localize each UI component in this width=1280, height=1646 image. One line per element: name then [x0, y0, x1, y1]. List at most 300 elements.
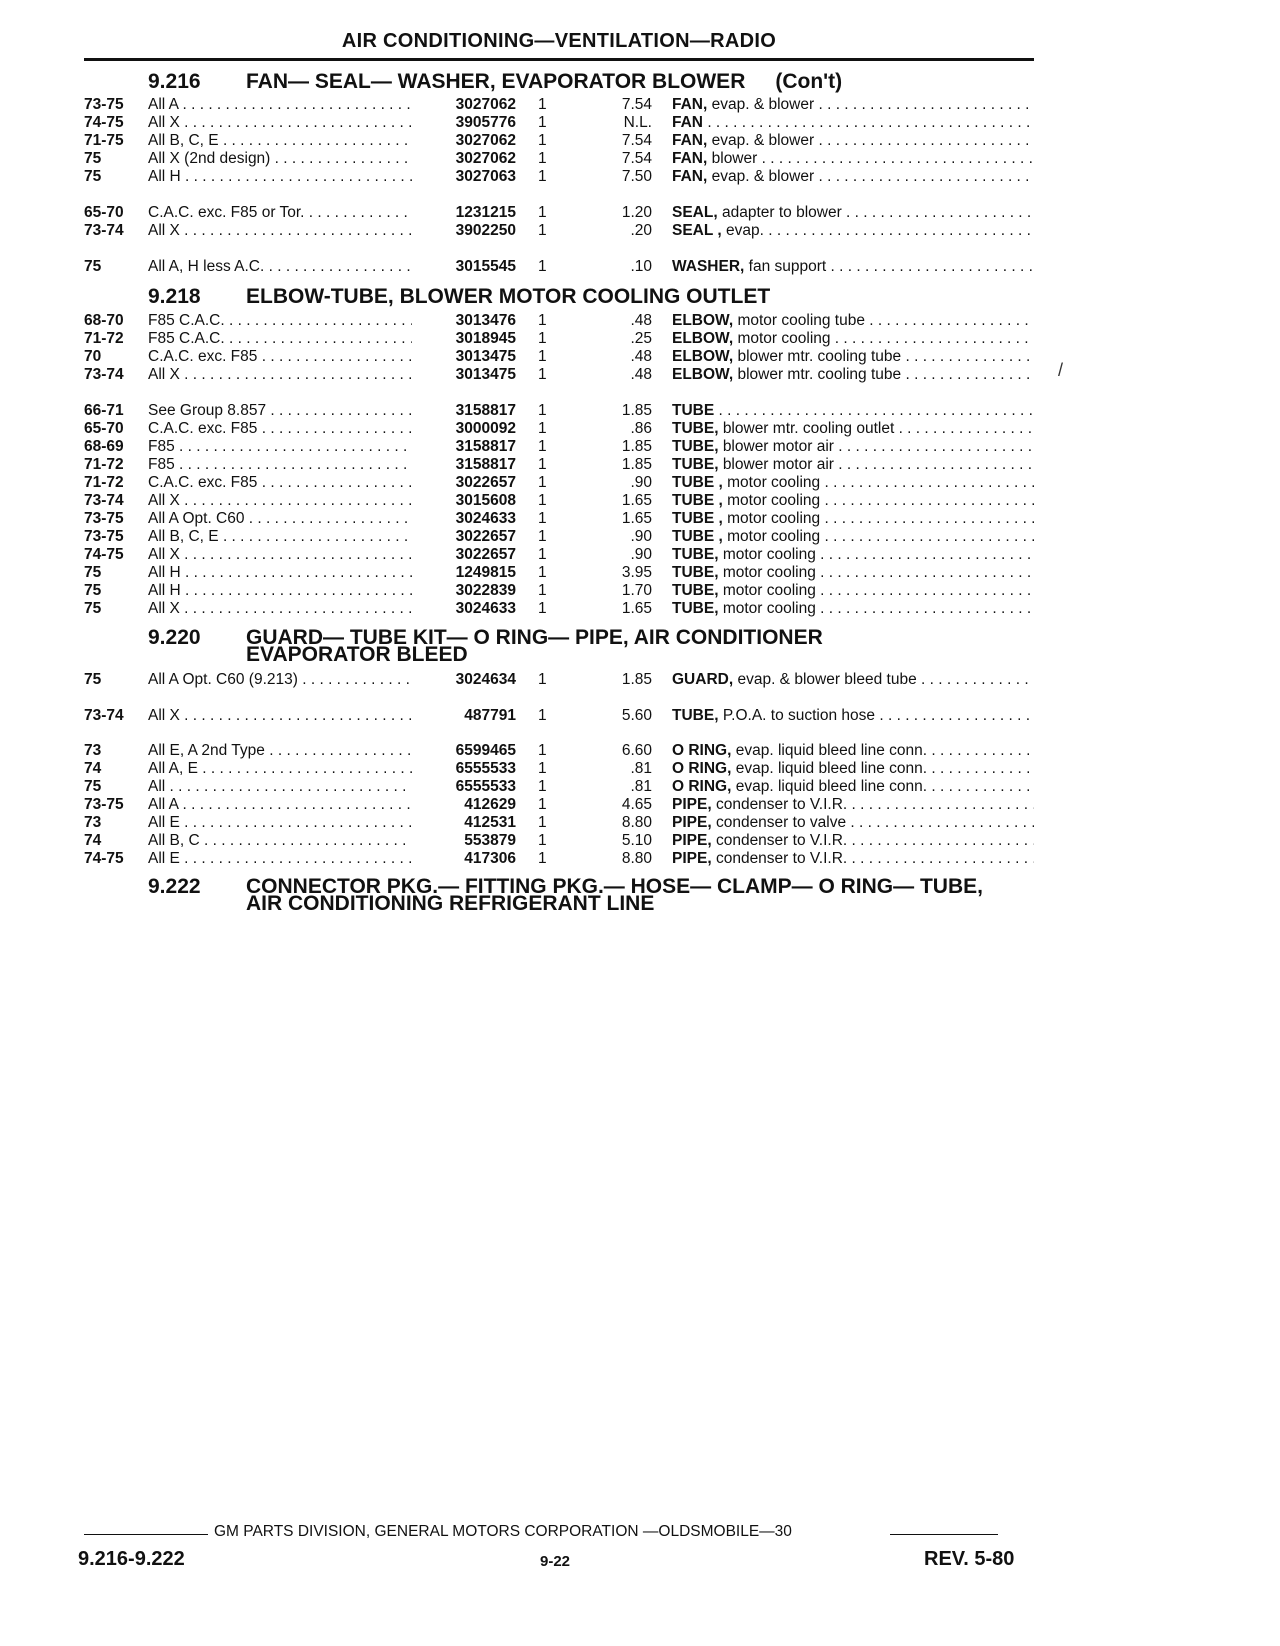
model-years: 73 — [84, 742, 102, 759]
application: All X (2nd design) . . . — [148, 150, 412, 168]
part-description — [672, 707, 1034, 725]
part-row — [0, 150, 1280, 168]
quantity: 1 — [538, 222, 547, 239]
section-title-line2: AIR CONDITIONING REFRIGERANT LINE — [246, 892, 655, 915]
application: All . . . — [148, 778, 412, 796]
part-description — [672, 564, 1034, 582]
part-number: 412629 — [464, 796, 516, 813]
part-number: 3022657 — [455, 546, 516, 563]
application: All X . . . — [148, 222, 412, 240]
quantity: 1 — [538, 814, 547, 831]
part-detail: motor cooling — [727, 492, 821, 509]
list-price: 1.70 — [621, 582, 652, 599]
part-detail: evap. & blower — [711, 96, 815, 113]
list-price: 1.85 — [621, 438, 652, 455]
model-years: 73-74 — [84, 707, 124, 724]
list-price: .90 — [630, 474, 652, 491]
part-name: TUBE, — [672, 707, 719, 724]
part-name: FAN, — [672, 168, 708, 185]
part-name: TUBE, — [672, 582, 719, 599]
part-description — [672, 492, 1034, 510]
part-description — [672, 510, 1034, 528]
part-name: TUBE — [672, 402, 715, 419]
part-detail: blower mtr. cooling outlet — [722, 420, 895, 437]
pencil-tick-mark: / — [1058, 360, 1064, 380]
list-price: 1.65 — [621, 492, 652, 509]
part-name: TUBE, — [672, 420, 719, 437]
part-row — [0, 814, 1280, 832]
application: C.A.C. exc. F85 . . . — [148, 474, 412, 492]
model-years: 73-74 — [84, 222, 124, 239]
part-description — [672, 204, 1034, 222]
quantity: 1 — [538, 546, 547, 563]
part-detail: motor cooling — [722, 582, 816, 599]
section-title: ELBOW-TUBE, BLOWER MOTOR COOLING OUTLET — [246, 285, 771, 308]
part-description — [672, 474, 1034, 492]
quantity: 1 — [538, 850, 547, 867]
part-row — [0, 474, 1280, 492]
part-description — [672, 600, 1034, 618]
list-price: 7.54 — [621, 150, 652, 167]
list-price: 1.85 — [621, 456, 652, 473]
part-name: TUBE , — [672, 510, 723, 527]
quantity: 1 — [538, 528, 547, 545]
part-row — [0, 402, 1280, 420]
list-price: 7.54 — [621, 96, 652, 113]
part-number: 3027062 — [455, 150, 516, 167]
application: All X . . . — [148, 366, 412, 384]
model-years: 73-74 — [84, 366, 124, 383]
model-years: 74 — [84, 832, 102, 849]
section-number: 9.216 — [148, 70, 201, 93]
part-name: GUARD, — [672, 671, 734, 688]
part-row — [0, 492, 1280, 510]
part-row — [0, 258, 1280, 276]
part-detail: condenser to valve — [715, 814, 847, 831]
part-row — [0, 96, 1280, 114]
quantity: 1 — [538, 796, 547, 813]
part-name: FAN, — [672, 132, 708, 149]
quantity: 1 — [538, 456, 547, 473]
part-name: ELBOW, — [672, 330, 734, 347]
part-detail: blower motor air — [722, 456, 834, 473]
part-detail: evap. liquid bleed line conn. — [735, 742, 928, 759]
quantity: 1 — [538, 204, 547, 221]
list-price: .10 — [630, 258, 652, 275]
part-row — [0, 546, 1280, 564]
part-row — [0, 832, 1280, 850]
part-row — [0, 760, 1280, 778]
list-price: 6.60 — [621, 742, 652, 759]
part-detail: P.O.A. to suction hose — [722, 707, 876, 724]
part-number: 3027062 — [455, 96, 516, 113]
section-number: 9.222 — [148, 875, 201, 898]
part-row — [0, 671, 1280, 689]
quantity: 1 — [538, 778, 547, 795]
part-name: TUBE , — [672, 492, 723, 509]
model-years: 75 — [84, 168, 102, 185]
part-name: ELBOW, — [672, 348, 734, 365]
part-name: TUBE, — [672, 564, 719, 581]
part-detail: motor cooling — [727, 474, 821, 491]
quantity: 1 — [538, 742, 547, 759]
quantity: 1 — [538, 760, 547, 777]
list-price: .86 — [630, 420, 652, 437]
part-name: SEAL , — [672, 222, 722, 239]
part-number: 3000092 — [455, 420, 516, 437]
part-number: 3013475 — [455, 366, 516, 383]
part-number: 487791 — [464, 707, 516, 724]
part-detail: fan support — [748, 258, 827, 275]
part-number: 3902250 — [455, 222, 516, 239]
model-years: 73-75 — [84, 96, 124, 113]
application: F85 C.A.C. . . . — [148, 330, 412, 348]
part-row — [0, 707, 1280, 725]
list-price: 8.80 — [621, 814, 652, 831]
quantity: 1 — [538, 832, 547, 849]
application: All E . . . — [148, 850, 412, 868]
part-name: FAN, — [672, 96, 708, 113]
part-description — [672, 438, 1034, 456]
list-price: .48 — [630, 348, 652, 365]
part-number: 3015608 — [455, 492, 516, 509]
model-years: 75 — [84, 671, 102, 688]
part-detail: evap. & blower — [711, 168, 815, 185]
part-detail: adapter to blower — [721, 204, 842, 221]
part-number: 3018945 — [455, 330, 516, 347]
application: F85 C.A.C. . . . — [148, 312, 412, 330]
part-number: 1231215 — [455, 204, 516, 221]
list-price: 8.80 — [621, 850, 652, 867]
model-years: 75 — [84, 778, 102, 795]
part-row — [0, 796, 1280, 814]
application: All A . . . — [148, 96, 412, 114]
part-row — [0, 778, 1280, 796]
part-row — [0, 528, 1280, 546]
list-price: .25 — [630, 330, 652, 347]
part-description — [672, 742, 1034, 760]
part-detail: blower — [711, 150, 758, 167]
part-detail: motor cooling — [737, 330, 831, 347]
part-number: 3158817 — [455, 456, 516, 473]
part-description — [672, 330, 1034, 348]
part-description — [672, 850, 1034, 868]
part-number: 3013476 — [455, 312, 516, 329]
header-rule — [84, 58, 1034, 61]
part-row — [0, 456, 1280, 474]
model-years: 73-74 — [84, 492, 124, 509]
part-row — [0, 348, 1280, 366]
part-description — [672, 132, 1034, 150]
model-years: 65-70 — [84, 420, 124, 437]
part-description — [672, 366, 1034, 384]
application: All X . . . — [148, 492, 412, 510]
quantity: 1 — [538, 150, 547, 167]
application: All X . . . — [148, 114, 412, 132]
section-title-line2: EVAPORATOR BLEED — [246, 643, 468, 666]
part-number: 417306 — [464, 850, 516, 867]
model-years: 68-70 — [84, 312, 124, 329]
part-description — [672, 456, 1034, 474]
part-row — [0, 582, 1280, 600]
part-number: 553879 — [464, 832, 516, 849]
part-row — [0, 510, 1280, 528]
model-years: 74-75 — [84, 546, 124, 563]
section-title: FAN— SEAL— WASHER, EVAPORATOR BLOWER (Con't) — [246, 70, 843, 93]
part-name: PIPE, — [672, 796, 712, 813]
model-years: 74-75 — [84, 850, 124, 867]
model-years: 68-69 — [84, 438, 124, 455]
part-number: 3158817 — [455, 438, 516, 455]
part-name: PIPE, — [672, 814, 712, 831]
list-price: .90 — [630, 528, 652, 545]
list-price: .81 — [630, 760, 652, 777]
section-number: 9.220 — [148, 626, 201, 649]
application: C.A.C. exc. F85 . . . — [148, 420, 412, 438]
page-header: AIR CONDITIONING—VENTILATION—RADIO — [341, 30, 777, 52]
list-price: 7.50 — [621, 168, 652, 185]
quantity: 1 — [538, 707, 547, 724]
section-title-line1: GUARD— TUBE KIT— O RING— PIPE, AIR CONDITIONER — [246, 626, 823, 649]
part-row — [0, 420, 1280, 438]
quantity: 1 — [538, 132, 547, 149]
quantity: 1 — [538, 564, 547, 581]
model-years: 75 — [84, 582, 102, 599]
list-price: .48 — [630, 366, 652, 383]
quantity: 1 — [538, 671, 547, 688]
model-years: 73-75 — [84, 796, 124, 813]
part-detail: evap. & blower bleed tube — [737, 671, 917, 688]
application: F85 . . . — [148, 456, 412, 474]
application: All A Opt. C60 . . . — [148, 510, 412, 528]
part-detail: evap. liquid bleed line conn. — [735, 760, 928, 777]
part-detail: blower motor air — [722, 438, 834, 455]
part-description — [672, 832, 1034, 850]
part-name: O RING, — [672, 778, 732, 795]
application: All X . . . — [148, 707, 412, 725]
part-detail: motor cooling — [727, 528, 821, 545]
footer-division: GM PARTS DIVISION, GENERAL MOTORS CORPORATION —OLDSMOBILE—30 — [214, 1523, 792, 1540]
part-number: 6599465 — [455, 742, 516, 759]
part-description — [672, 671, 1034, 689]
list-price: 7.54 — [621, 132, 652, 149]
part-description — [672, 778, 1034, 796]
part-name: TUBE , — [672, 474, 723, 491]
part-detail: condenser to V.I.R. — [715, 832, 848, 849]
application: All H . . . — [148, 582, 412, 600]
footer-rule-right — [890, 1534, 998, 1535]
application: All B, C . . . — [148, 832, 412, 850]
application: All E . . . — [148, 814, 412, 832]
quantity: 1 — [538, 420, 547, 437]
model-years: 75 — [84, 150, 102, 167]
part-number: 3024634 — [455, 671, 516, 688]
part-description — [672, 582, 1034, 600]
part-description — [672, 402, 1034, 420]
part-detail: motor cooling — [722, 600, 816, 617]
quantity: 1 — [538, 348, 547, 365]
part-row — [0, 222, 1280, 240]
list-price: .20 — [630, 222, 652, 239]
part-detail: evap. liquid bleed line conn. — [735, 778, 928, 795]
part-description — [672, 114, 1034, 132]
model-years: 74 — [84, 760, 102, 777]
part-detail: blower mtr. cooling tube — [737, 348, 902, 365]
list-price: .90 — [630, 546, 652, 563]
part-name: PIPE, — [672, 832, 712, 849]
model-years: 70 — [84, 348, 102, 365]
quantity: 1 — [538, 96, 547, 113]
part-detail: evap. & blower — [711, 132, 815, 149]
list-price: 1.65 — [621, 600, 652, 617]
footer-rule-left — [84, 1534, 208, 1535]
footer-page-number: 9-22 — [540, 1553, 571, 1570]
quantity: 1 — [538, 600, 547, 617]
part-description — [672, 348, 1034, 366]
model-years: 73 — [84, 814, 102, 831]
part-description — [672, 168, 1034, 186]
part-detail: blower mtr. cooling tube — [737, 366, 902, 383]
part-number: 3158817 — [455, 402, 516, 419]
model-years: 66-71 — [84, 402, 124, 419]
part-name: WASHER, — [672, 258, 745, 275]
quantity: 1 — [538, 582, 547, 599]
part-row — [0, 600, 1280, 618]
application: All A . . . — [148, 796, 412, 814]
part-number: 1249815 — [455, 564, 516, 581]
part-description — [672, 420, 1034, 438]
part-row — [0, 742, 1280, 760]
application: All A, E . . . — [148, 760, 412, 778]
part-row — [0, 114, 1280, 132]
part-name: O RING, — [672, 760, 732, 777]
part-name: SEAL, — [672, 204, 718, 221]
part-number: 3013475 — [455, 348, 516, 365]
part-number: 3022657 — [455, 474, 516, 491]
model-years: 73-75 — [84, 510, 124, 527]
quantity: 1 — [538, 510, 547, 527]
footer-group-range: 9.216-9.222 — [78, 1548, 185, 1570]
quantity: 1 — [538, 114, 547, 131]
part-detail: condenser to V.I.R. — [715, 850, 848, 867]
part-number: 3027062 — [455, 132, 516, 149]
model-years: 71-72 — [84, 330, 124, 347]
part-name: TUBE, — [672, 456, 719, 473]
application: See Group 8.857 . . . — [148, 402, 412, 420]
part-detail: motor cooling — [727, 510, 821, 527]
quantity: 1 — [538, 366, 547, 383]
part-description — [672, 760, 1034, 778]
quantity: 1 — [538, 402, 547, 419]
list-price: 1.20 — [621, 204, 652, 221]
model-years: 71-72 — [84, 474, 124, 491]
part-row — [0, 204, 1280, 222]
application: All A Opt. C60 (9.213) . . . — [148, 671, 412, 689]
application: All E, A 2nd Type . . . — [148, 742, 412, 760]
part-row — [0, 564, 1280, 582]
part-name: TUBE, — [672, 546, 719, 563]
model-years: 65-70 — [84, 204, 124, 221]
quantity: 1 — [538, 330, 547, 347]
part-description — [672, 96, 1034, 114]
list-price: 4.65 — [621, 796, 652, 813]
part-row — [0, 312, 1280, 330]
part-detail: evap. — [725, 222, 764, 239]
part-description — [672, 546, 1034, 564]
model-years: 75 — [84, 600, 102, 617]
application: All H . . . — [148, 168, 412, 186]
part-description — [672, 258, 1034, 276]
part-description — [672, 150, 1034, 168]
list-price: .81 — [630, 778, 652, 795]
part-number: 3024633 — [455, 600, 516, 617]
model-years: 71-72 — [84, 456, 124, 473]
part-number: 3022657 — [455, 528, 516, 545]
part-number: 412531 — [464, 814, 516, 831]
part-row — [0, 850, 1280, 868]
part-number: 3024633 — [455, 510, 516, 527]
application: C.A.C. exc. F85 or Tor. . . . — [148, 204, 412, 222]
application: All B, C, E . . . — [148, 132, 412, 150]
part-name: PIPE, — [672, 850, 712, 867]
list-price: N.L. — [623, 114, 652, 131]
part-number: 6555533 — [455, 778, 516, 795]
quantity: 1 — [538, 258, 547, 275]
list-price: 5.60 — [621, 707, 652, 724]
quantity: 1 — [538, 438, 547, 455]
part-number: 3022839 — [455, 582, 516, 599]
quantity: 1 — [538, 474, 547, 491]
part-number: 3905776 — [455, 114, 516, 131]
part-name: TUBE, — [672, 600, 719, 617]
application: All X . . . — [148, 546, 412, 564]
part-row — [0, 366, 1280, 384]
application: All A, H less A.C. . . . — [148, 258, 412, 276]
part-detail: condenser to V.I.R. — [715, 796, 848, 813]
list-price: 1.85 — [621, 671, 652, 688]
model-years: 73-75 — [84, 528, 124, 545]
part-detail: motor cooling — [722, 546, 816, 563]
application: All B, C, E . . . — [148, 528, 412, 546]
application: F85 . . . — [148, 438, 412, 456]
part-number: 3015545 — [455, 258, 516, 275]
list-price: .48 — [630, 312, 652, 329]
quantity: 1 — [538, 312, 547, 329]
section-number: 9.218 — [148, 285, 201, 308]
part-name: ELBOW, — [672, 312, 734, 329]
part-name: TUBE, — [672, 438, 719, 455]
part-detail: motor cooling — [722, 564, 816, 581]
part-description — [672, 312, 1034, 330]
model-years: 75 — [84, 258, 102, 275]
quantity: 1 — [538, 492, 547, 509]
application: All X . . . — [148, 600, 412, 618]
part-description — [672, 222, 1034, 240]
part-name: FAN, — [672, 150, 708, 167]
part-name: O RING, — [672, 742, 732, 759]
part-number: 6555533 — [455, 760, 516, 777]
model-years: 75 — [84, 564, 102, 581]
list-price: 5.10 — [621, 832, 652, 849]
quantity: 1 — [538, 168, 547, 185]
application: All H . . . — [148, 564, 412, 582]
part-name: TUBE , — [672, 528, 723, 545]
application: C.A.C. exc. F85 . . . — [148, 348, 412, 366]
part-row — [0, 330, 1280, 348]
list-price: 1.85 — [621, 402, 652, 419]
footer-revision: REV. 5-80 — [924, 1548, 1015, 1570]
part-name: FAN — [672, 114, 703, 131]
